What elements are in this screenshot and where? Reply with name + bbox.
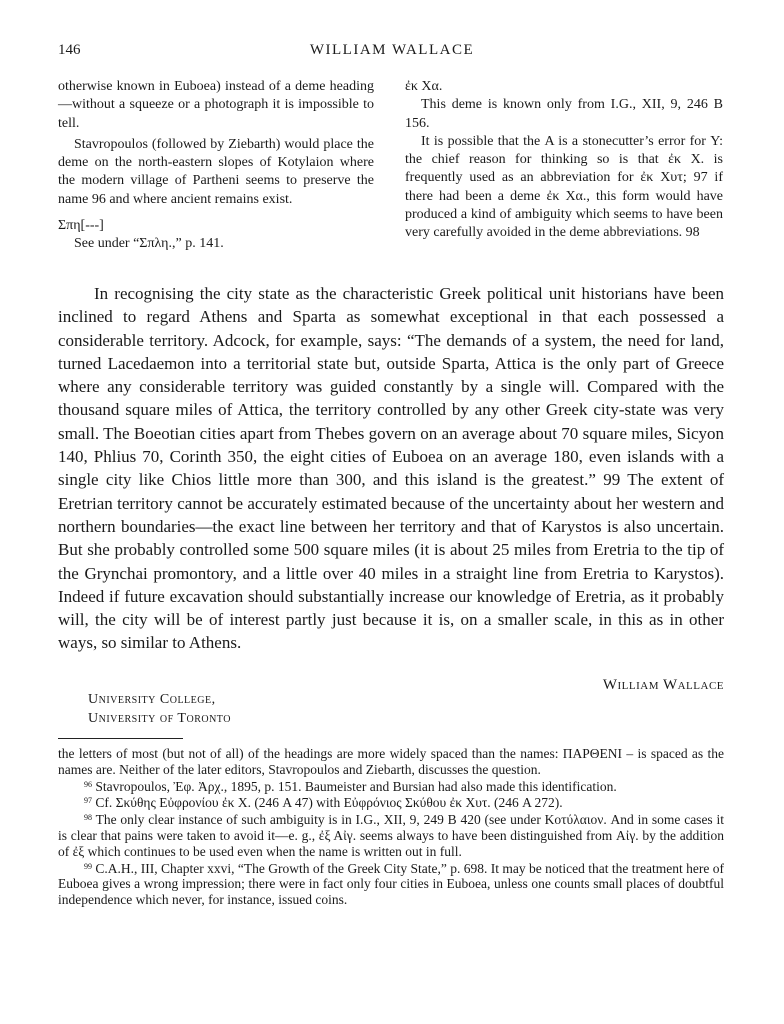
footnote-96 bbox=[58, 779, 724, 795]
footnote-98-number: 98 bbox=[84, 813, 92, 823]
footnote-96-number: 96 bbox=[84, 779, 92, 789]
right-paragraph-1: This deme is known only from I.G., XII, 9, 246 B 156. bbox=[405, 97, 723, 131]
main-body bbox=[58, 282, 724, 655]
footnote-divider bbox=[58, 738, 183, 739]
left-paragraph-2: Stavropoulos (followed by Ziebarth) would place the deme on the north-eastern slopes of Kotylaion where the modern village of Partheni seems to preserve the name 96 and where ancient remains exist. bbox=[58, 136, 374, 207]
footnote-continuation: the letters of most (but not of all) of the headings are more widely spaced than the names: ΠΑΡΘΕΝΙ – is spaced as the names are. Neither of the later editors, Stavropoulos and Ziebarth, discusses the question. bbox=[58, 746, 724, 777]
left-column bbox=[58, 78, 374, 254]
footnote-97-number: 97 bbox=[84, 796, 92, 806]
entry-heading-ek-cha: ἐκ Χα. bbox=[405, 79, 443, 94]
see-under-reference: See under “Σπλη.,” p. 141. bbox=[74, 236, 224, 252]
footnote-97-text: Cf. Σκύθης Εὐφρονίου ἐκ Χ. (246 A 47) with Εὐφρόνιος Σκύθου ἐκ Χυτ. (246 A 272). bbox=[95, 795, 563, 811]
footnote-99-text: C.A.H., III, Chapter xxvi, “The Growth of the Greek City State,” p. 698. It may be noticed that the treatment here of Euboea gives a wrong impression; there were in fact only four cities in Euboea, unless one counts small places of doubtful independence which never, for instance, issued coins. bbox=[58, 860, 724, 908]
footnote-97 bbox=[58, 795, 724, 811]
footnote-96-text: Stavropoulos, Ἐφ. Ἀρχ., 1895, p. 151. Baumeister and Bursian had also made this identification. bbox=[95, 778, 617, 794]
footnotes bbox=[58, 746, 724, 909]
main-paragraph: In recognising the city state as the characteristic Greek political unit historians have been inclined to regard Athens and Sparta as somewhat exceptional in that each possessed a considerable territory. Adcock, for example, says: “The demands of a system, the need for land, turned Lacedaemon into a territorial state but, outside Sparta, Attica is the only part of Greece where any considerable territory was guided constantly by a single will. Compared with the thousand square miles of Attica, the territory controlled by any other Greek city-state was very small. The Boeotian cities apart from Thebes govern on an average about 70 square miles, Sicyon 140, Phlius 70, Corinth 350, the eight cities of Euboea on an average 180, even islands with a single city like Chios little more than 300, and this island is the greatest.” 99 The extent of Eretrian territory cannot be accurately estimated because of the uncertainty about her western and northern boundaries—the exact line between her territory and that of Karystos is also uncertain. But she probably controlled some 500 square miles (it is about 25 miles from Eretria to the tip of the Grynchai promontory, and a little over 40 miles in a straight line from Eretria to Karystos). Indeed if future excavation should substantially increase our knowledge of Eretria, as it probably will, the city will be of interest partly just because it is, on a smaller scale, in this as in other ways, so similar to Athens. bbox=[58, 284, 724, 653]
affiliation bbox=[88, 690, 231, 728]
left-paragraph-1: otherwise known in Euboea) instead of a deme heading—without a squeeze or a photograph it is impossible to tell. bbox=[58, 79, 374, 131]
right-column bbox=[405, 78, 723, 243]
entry-heading-spe: Σπη[---] bbox=[58, 218, 104, 234]
running-title: WILLIAM WALLACE bbox=[309, 42, 475, 58]
footnote-99-number: 99 bbox=[84, 861, 92, 871]
affiliation-line-2: University of Toronto bbox=[88, 711, 231, 726]
page-number: 146 bbox=[58, 42, 81, 58]
affiliation-line-1: University College, bbox=[88, 692, 216, 707]
footnote-98-text: The only clear instance of such ambiguity is in I.G., XII, 9, 249 B 420 (see under Κοτύλαιον. And in some cases it is clear that pains were taken to avoid it—e. g., ἐξ Αἰγ. seems always to have been distinguished from Αἰγ. by the addition of ἐξ which continues to be used even when the name is written out in full. bbox=[58, 812, 724, 859]
author-signature: William Wallace bbox=[602, 677, 724, 693]
right-paragraph-2: It is possible that the Α is a stonecutter’s error for Υ: the chief reason for thinking so is that ἐκ Χ. is frequently used as an abbreviation for ἐκ Χυτ; 97 if there had been a deme ἐκ Χα., this form would have produced a kind of ambiguity which seems to have been very carefully avoided in the deme abbreviations. 98 bbox=[405, 133, 723, 241]
footnote-99 bbox=[58, 861, 724, 908]
footnote-98 bbox=[58, 812, 724, 859]
